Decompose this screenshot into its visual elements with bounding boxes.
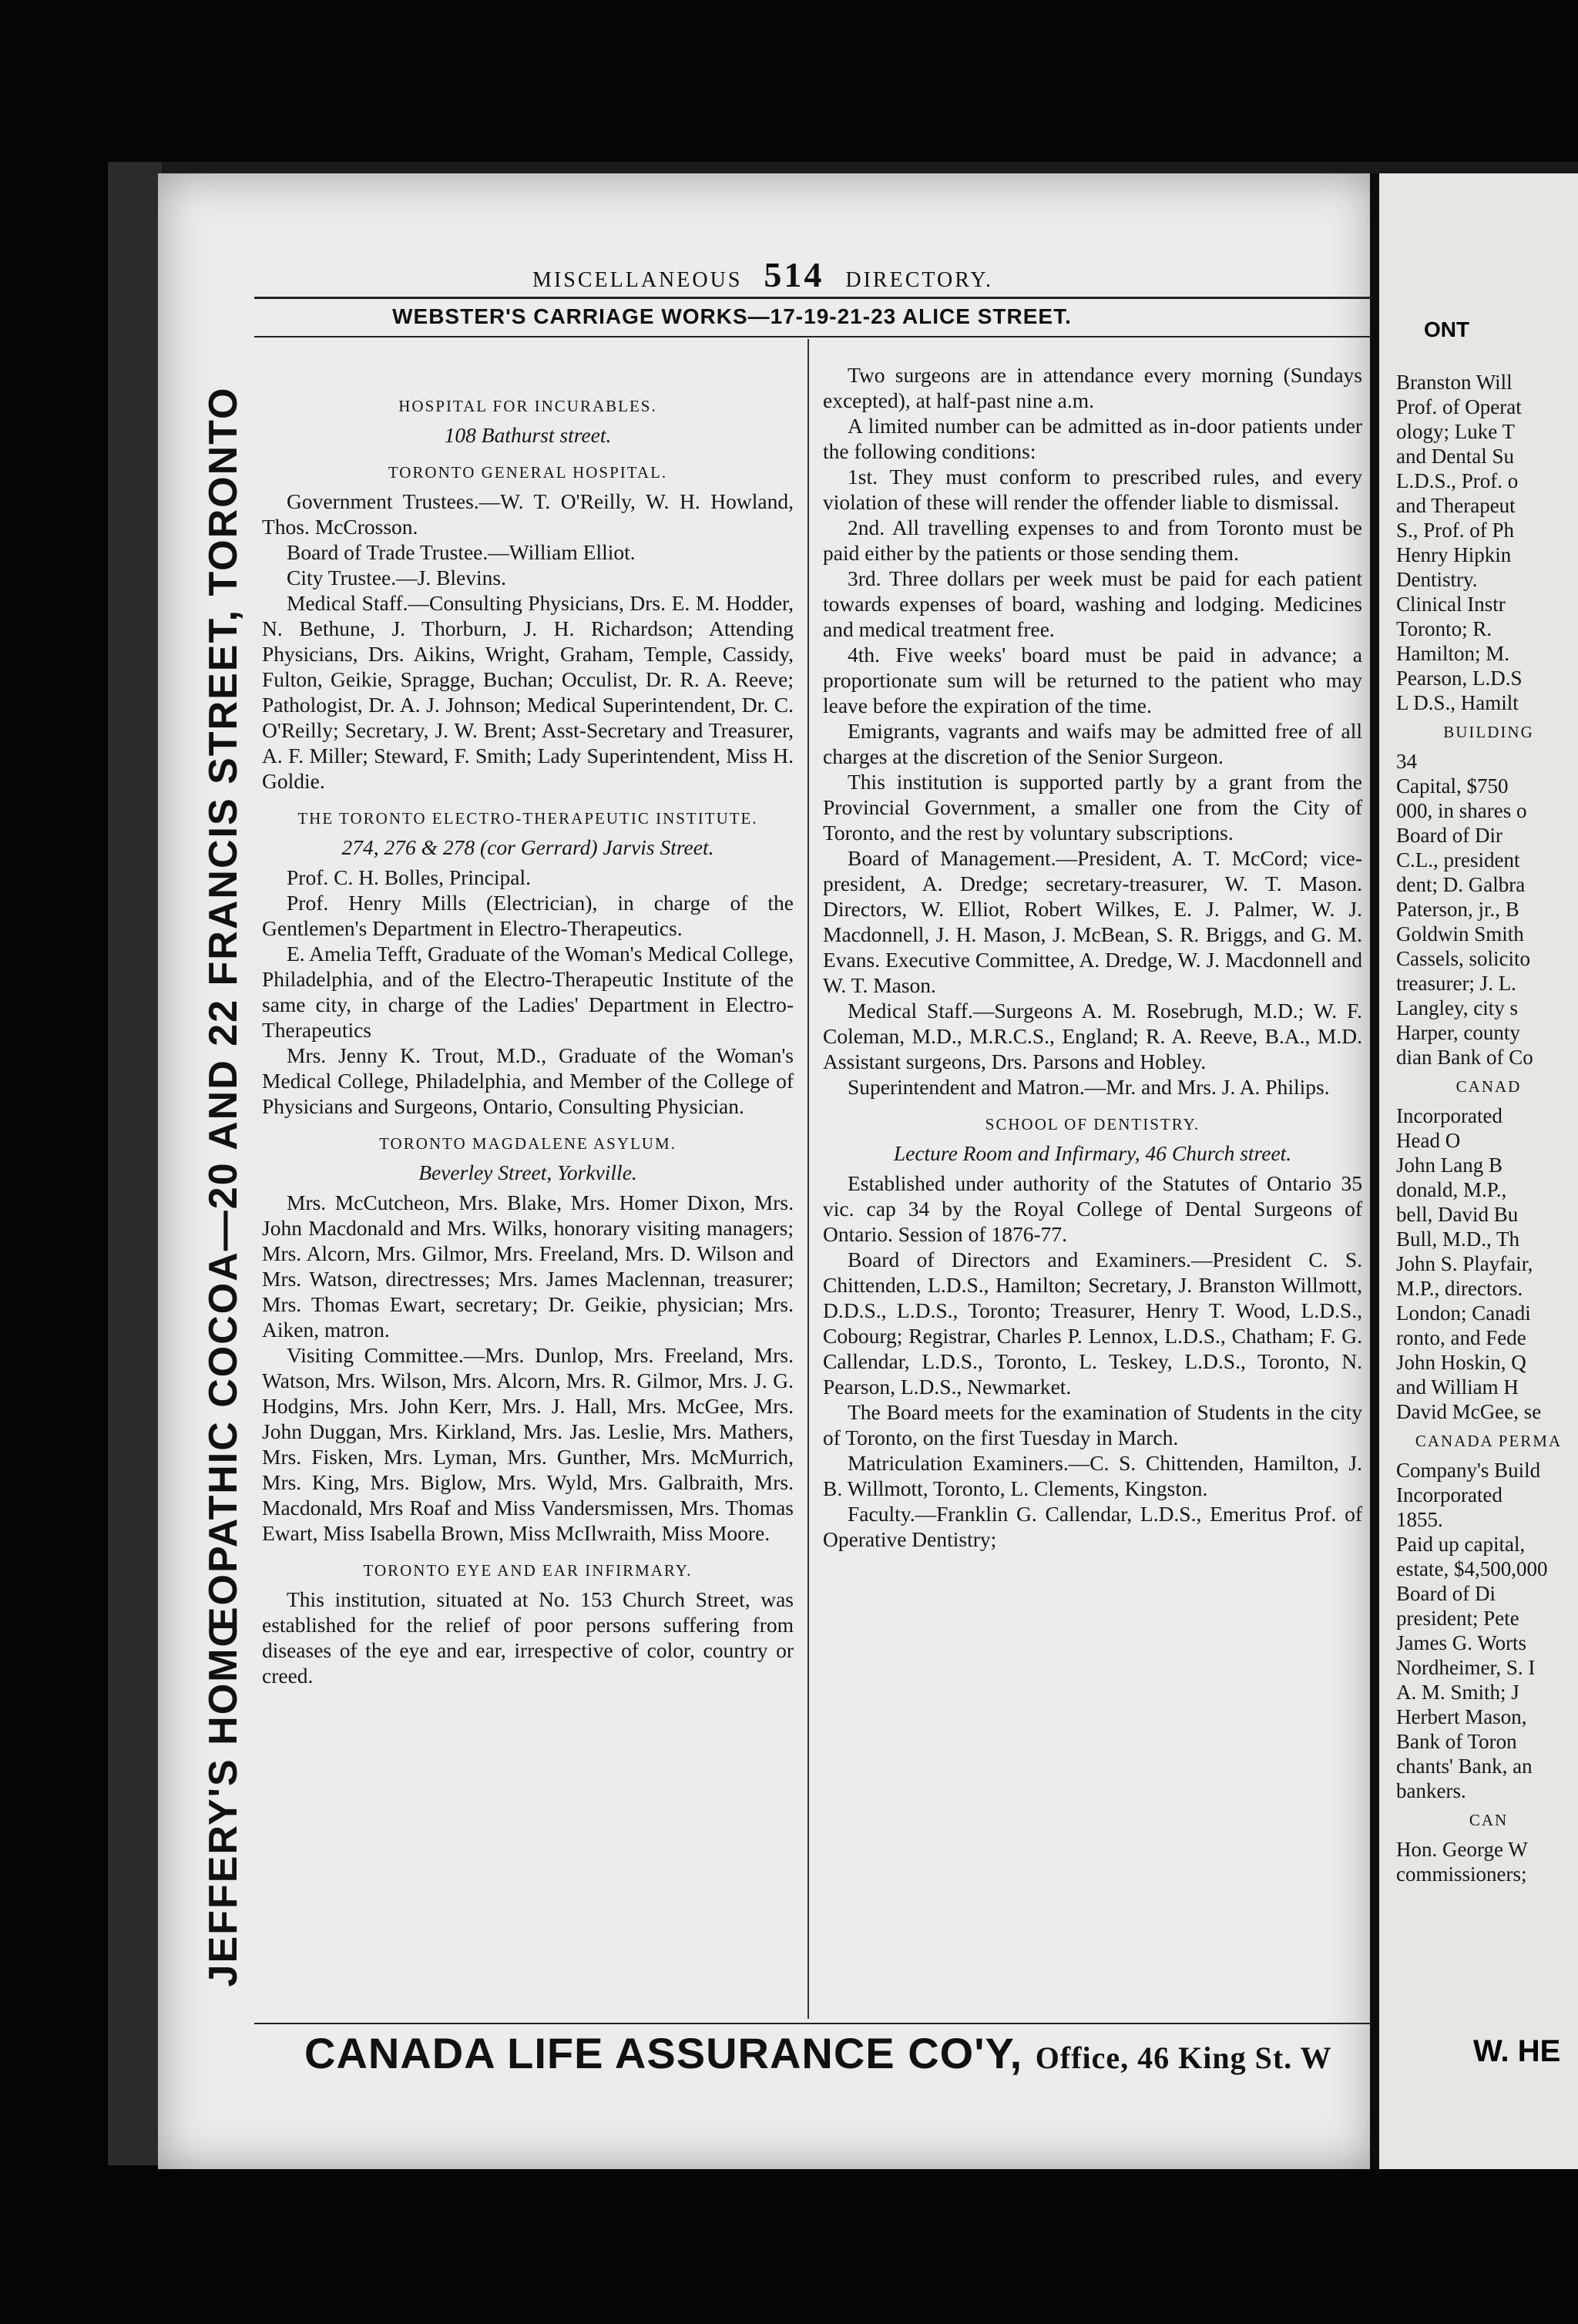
right-page-line: Goldwin Smith	[1396, 922, 1524, 945]
right-page-line: 1855.	[1396, 1508, 1443, 1531]
footer-advert-main: CANADA LIFE ASSURANCE CO'Y,	[304, 2029, 1023, 2077]
right-page-line: Head O	[1396, 1129, 1461, 1152]
right-page-line: and Therapeut	[1396, 494, 1516, 517]
right-page-line: Dentistry.	[1396, 568, 1478, 591]
right-page-line: treasurer; J. L.	[1396, 972, 1516, 995]
right-page-line: bell, David Bu	[1396, 1203, 1519, 1226]
section-address: Beverley Street, Yorkville.	[418, 1160, 637, 1184]
section-heading: HOSPITAL FOR INCURABLES.	[398, 397, 657, 415]
right-column	[823, 362, 1362, 1552]
right-page-line: S., Prof. of Ph	[1396, 519, 1515, 542]
paragraph: Board of Trade Trustee.—William Elliot.	[287, 540, 636, 564]
section-heading: TORONTO EYE AND EAR INFIRMARY.	[363, 1561, 693, 1580]
right-page-line: CANADA PERMA	[1415, 1432, 1563, 1450]
right-page-header: ONT	[1424, 317, 1470, 341]
section-heading: SCHOOL OF DENTISTRY.	[985, 1115, 1200, 1133]
right-page-line: John Lang B	[1396, 1154, 1502, 1177]
right-page-line: Pearson, L.D.S	[1396, 667, 1523, 690]
right-page-line: Henry Hipkin	[1396, 543, 1512, 566]
right-page-line: London; Canadi	[1396, 1301, 1531, 1325]
right-page-line: ology; Luke T	[1396, 420, 1515, 443]
right-page-line: Capital, $750	[1396, 774, 1509, 798]
right-page-line: John S. Playfair,	[1396, 1252, 1533, 1275]
footer-advert-office: Office, 46 King St. W	[1035, 2040, 1332, 2075]
right-page-line: Incorporated	[1396, 1483, 1502, 1506]
paragraph: Matriculation Examiners.—C. S. Chittenden, Hamilton, J. B. Willmott, Toronto, L. Clements, Kingston.	[823, 1451, 1362, 1500]
section-heading: TORONTO GENERAL HOSPITAL.	[388, 463, 668, 482]
right-page-line: Hon. George W	[1396, 1838, 1528, 1861]
right-page-line: Clinical Instr	[1396, 593, 1506, 616]
paragraph: This institution is supported partly by a grant from the Provincial Government, a smaller one from the City of Toronto, and the rest by voluntary subscriptions.	[823, 770, 1362, 845]
section-address: 274, 276 & 278 (cor Gerrard) Jarvis Street.	[341, 835, 714, 859]
paragraph: Board of Management.—President, A. T. McCord; vice-president, A. Dredge; secretary-treasurer, W. T. Mason. Directors, W. Elliot, Robert Wilkes, E. J. Palmer, W. J. Macdonnell, J. H. Mason, J. McBean, S. R. Briggs, and G. M. Evans. Executive Committee, A. Dredge, W. J. Macdonnell and W. T. Mason.	[823, 846, 1362, 997]
right-page-line: chants' Bank, an	[1396, 1755, 1533, 1778]
right-page-line: estate, $4,500,000	[1396, 1557, 1548, 1580]
paragraph: 2nd. All travelling expenses to and from Toronto must be paid either by the patients or those sending them.	[823, 516, 1362, 565]
paragraph: Government Trustees.—W. T. O'Reilly, W. H. Howland, Thos. McCrosson.	[262, 489, 794, 539]
right-page-line: CAN	[1469, 1811, 1509, 1829]
right-page-line: Nordheimer, S. I	[1396, 1656, 1536, 1679]
paragraph: Medical Staff.—Surgeons A. M. Rosebrugh, M.D.; W. F. Coleman, M.D., M.R.C.S., England; R. A. Reeve, B.A., M.D. Assistant surgeons, Drs. Parsons and Hobley.	[823, 999, 1362, 1073]
right-page-footer: W. HE	[1473, 2034, 1561, 2068]
right-page-line: Paterson, jr., B	[1396, 898, 1519, 921]
right-page-line: Cassels, solicito	[1396, 947, 1530, 970]
right-page-line: president; Pete	[1396, 1607, 1519, 1630]
right-page-line: Incorporated	[1396, 1104, 1502, 1127]
right-page-line: Hamilton; M.	[1396, 642, 1509, 665]
right-page-line: James G. Worts	[1396, 1631, 1527, 1654]
section-address: 108 Bathurst street.	[444, 423, 612, 447]
right-page-line: Herbert Mason,	[1396, 1705, 1527, 1728]
paragraph: Medical Staff.—Consulting Physicians, Drs. E. M. Hodder, N. Bethune, J. Thorburn, J. H. Richardson; Attending Physicians, Drs. Aikins, Wright, Graham, Temple, Cassidy, Fulton, Geikie, Spragge, Buchan; Occulist, Dr. R. A. Reeve; Pathologist, Dr. A. J. Johnson; Medical Superintendent, Dr. C. O'Reilly; Secretary, J. W. Brent; Asst-Secretary and Treasurer, A. F. Miller; Steward, F. Smith; Lady Superintendent, Miss H. Goldie.	[262, 591, 794, 793]
right-page-line: 000, in shares o	[1396, 799, 1527, 822]
footer-advert	[304, 2028, 1398, 2078]
paragraph: Faculty.—Franklin G. Callendar, L.D.S., Emeritus Prof. of Operative Dentistry;	[823, 1502, 1362, 1551]
right-page-line: John Hoskin, Q	[1396, 1351, 1526, 1374]
right-page-line: 34	[1396, 750, 1417, 773]
paragraph: Prof. Henry Mills (Electrician), in charge of the Gentlemen's Department in Electro-Therapeutics.	[262, 891, 794, 940]
right-page-line: Bull, M.D., Th	[1396, 1227, 1520, 1251]
paragraph: Mrs. Jenny K. Trout, M.D., Graduate of the Woman's Medical College, Philadelphia, and Member of the College of Physicians and Surgeons, Ontario, Consulting Physician.	[262, 1043, 794, 1118]
right-page-line: L D.S., Hamilt	[1396, 691, 1519, 714]
paragraph: Mrs. McCutcheon, Mrs. Blake, Mrs. Homer Dixon, Mrs. John Macdonald and Mrs. Wilks, honorary visiting managers; Mrs. Alcorn, Mrs. Gilmor, Mrs. Freeland, Mrs. D. Wilson and Mrs. Watson, directresses; Mrs. James Maclennan, treasurer; Mrs. Thomas Ewart, secretary; Dr. Geikie, physician; Mrs. Aiken, matron.	[262, 1191, 794, 1342]
paragraph: Prof. C. H. Bolles, Principal.	[287, 865, 532, 889]
header-rule	[254, 297, 1372, 299]
paragraph: City Trustee.—J. Blevins.	[287, 566, 506, 589]
page-header	[524, 254, 1002, 295]
page-number: 514	[764, 255, 824, 294]
right-page-line: Prof. of Operat	[1396, 395, 1522, 418]
right-page-line: Board of Di	[1396, 1582, 1496, 1605]
side-advert-band	[173, 331, 274, 2042]
paragraph: Established under authority of the Statutes of Ontario 35 vic. cap 34 by the Royal College of Dental Surgeons of Ontario. Session of 1876-77.	[823, 1171, 1362, 1246]
right-page-line: bankers.	[1396, 1779, 1466, 1802]
paragraph: Visiting Committee.—Mrs. Dunlop, Mrs. Freeland, Mrs. Watson, Mrs. Wilson, Mrs. Alcorn, Mrs. R. Gilmor, Mrs. J. G. Hodgins, Mrs. John Kerr, Mrs. J. Hall, Mrs. McGee, Mrs. John Duggan, Mrs. Kirkland, Mrs. Jas. Leslie, Mrs. Mathers, Mrs. Fisken, Mrs. Lyman, Mrs. Gunther, Mrs. McMurrich, Mrs. King, Mrs. Biglow, Mrs. Wyld, Mrs. Galbraith, Mrs. Macdonald, Mrs Roaf and Miss Vandersmissen, Mrs. Thomas Ewart, Miss Isabella Brown, Miss McIlwraith, Miss Moore.	[262, 1343, 794, 1545]
right-page-line: CANAD	[1455, 1077, 1522, 1096]
header-left: MISCELLANEOUS	[532, 268, 743, 292]
footer-rule	[254, 2023, 1372, 2024]
column-rule	[807, 339, 809, 2019]
right-page-line: ronto, and Fede	[1396, 1326, 1526, 1349]
right-page-line: Toronto; R.	[1396, 617, 1492, 640]
right-page-line: Branston Will	[1396, 371, 1513, 394]
right-page-line: Langley, city s	[1396, 996, 1518, 1019]
section-heading: THE TORONTO ELECTRO-THERAPEUTIC INSTITUTE.	[297, 809, 758, 828]
section-address: Lecture Room and Infirmary, 46 Church street.	[893, 1141, 1292, 1165]
paragraph: The Board meets for the examination of Students in the city of Toronto, on the first Tuesday in March.	[823, 1400, 1362, 1449]
paragraph: Two surgeons are in attendance every morning (Sundays excepted), at half-past nine a.m.	[823, 363, 1362, 412]
right-page-line: and Dental Su	[1396, 445, 1514, 468]
right-page-line: Board of Dir	[1396, 824, 1502, 847]
right-page-line: dian Bank of Co	[1396, 1046, 1533, 1069]
header-right: DIRECTORY.	[845, 268, 993, 292]
right-page-line: BUILDING	[1443, 723, 1534, 741]
side-advert-text: JEFFERY'S HOMŒOPATHIC COCOA—20 AND 22 FRANCIS STREET, TORONTO	[201, 386, 246, 1987]
paragraph: 4th. Five weeks' board must be paid in advance; a proportionate sum will be returned to the patient who may leave before the expiration of the time.	[823, 643, 1362, 717]
right-page-text	[1396, 370, 1578, 1886]
paragraph: 1st. They must conform to prescribed rules, and every violation of these will render the offender liable to dismissal.	[823, 465, 1362, 514]
right-page-line: Harper, county	[1396, 1021, 1520, 1044]
right-page-line: dent; D. Galbra	[1396, 873, 1526, 896]
paragraph: Emigrants, vagrants and waifs may be admitted free of all charges at the discretion of the Senior Surgeon.	[823, 719, 1362, 768]
left-column	[262, 381, 794, 1688]
right-page-line: commissioners;	[1396, 1862, 1527, 1886]
paragraph: This institution, situated at No. 153 Church Street, was established for the relief of poor persons suffering from diseases of the eye and ear, irrespective of color, country or creed.	[262, 1587, 794, 1688]
subheader-rule	[254, 336, 1372, 338]
right-page-line: L.D.S., Prof. o	[1396, 469, 1519, 492]
paragraph: Board of Directors and Examiners.—President C. S. Chittenden, L.D.S., Hamilton; Secretary, J. Branston Willmott, D.D.S., L.D.S., Toronto; Treasurer, Henry T. Wood, L.D.S., Cobourg; Registrar, Charles P. Lennox, L.D.S., Chatham; F. G. Callendar, L.D.S., Toronto, L. Teskey, L.D.S., Toronto, N. Pearson, L.D.S., Newmarket.	[823, 1248, 1362, 1399]
right-page-line: C.L., president	[1396, 848, 1520, 872]
book-spine	[108, 162, 162, 2165]
section-heading: TORONTO MAGDALENE ASYLUM.	[379, 1134, 677, 1153]
paragraph: A limited number can be admitted as in-door patients under the following conditions:	[823, 414, 1362, 463]
right-page-line: A. M. Smith; J	[1396, 1681, 1519, 1704]
right-page-line: Paid up capital,	[1396, 1533, 1526, 1556]
right-page-line: donald, M.P.,	[1396, 1178, 1507, 1201]
paragraph: Superintendent and Matron.—Mr. and Mrs. J. A. Philips.	[848, 1075, 1330, 1099]
right-page-line: and William H	[1396, 1375, 1519, 1399]
advert-header: WEBSTER'S CARRIAGE WORKS—17-19-21-23 ALICE STREET.	[392, 304, 1072, 328]
right-page-line: David McGee, se	[1396, 1400, 1542, 1423]
right-page-line: M.P., directors.	[1396, 1277, 1523, 1300]
paragraph: E. Amelia Tefft, Graduate of the Woman's Medical College, Philadelphia, and of the Electro-Therapeutic Institute of the same city, in charge of the Ladies' Department in Electro-Therapeutics	[262, 942, 794, 1042]
right-page-line: Company's Build	[1396, 1459, 1541, 1482]
paragraph: 3rd. Three dollars per week must be paid for each patient towards expenses of board, washing and lodging. Medicines and medical treatment free.	[823, 566, 1362, 641]
right-page-line: Bank of Toron	[1396, 1730, 1517, 1753]
